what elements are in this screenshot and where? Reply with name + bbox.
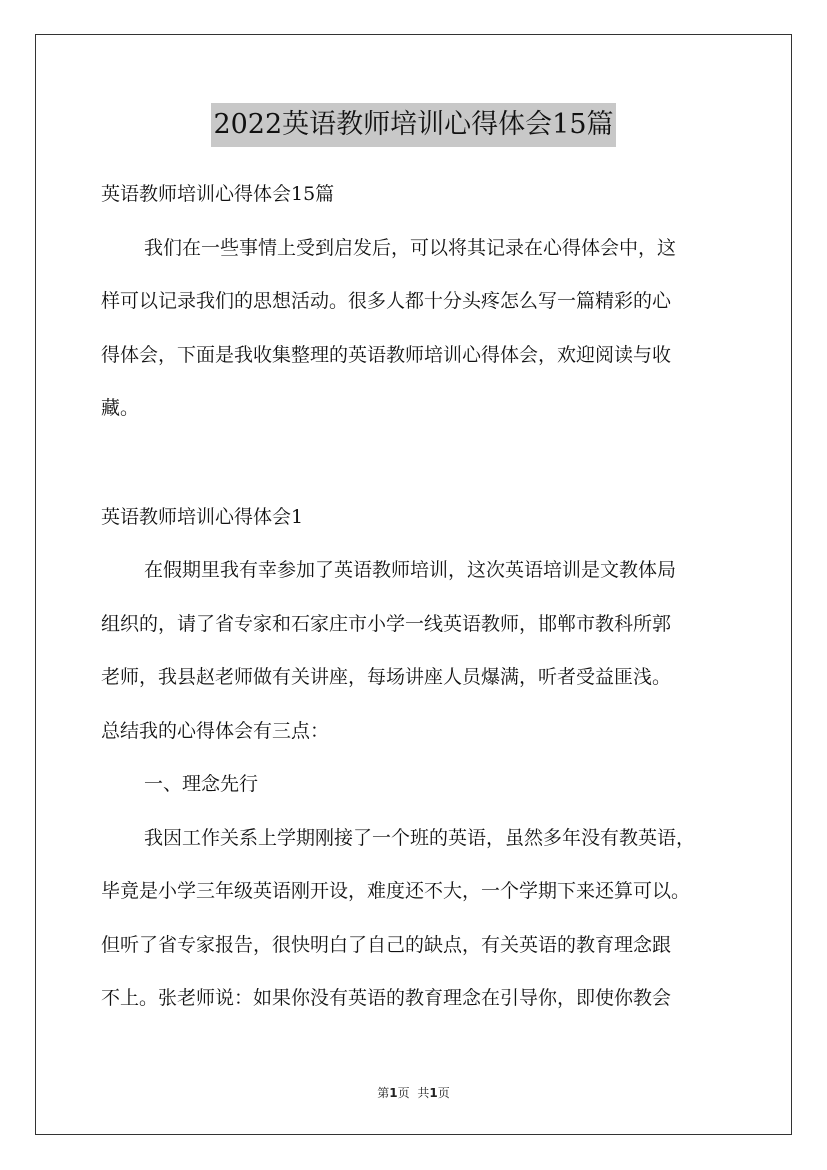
page-footer [0,1084,827,1101]
paragraph-gap [101,440,741,495]
page-number: 1 [389,1086,398,1100]
document-body [101,172,741,1030]
paragraph-line: 组织的，请了省专家和石家庄市小学一线英语教师，邯郸市教科所郭 [101,612,672,635]
intro-line: 得体会，下面是我收集整理的英语教师培训心得体会，欢迎阅读与收 [101,343,672,366]
point-heading: 一、理念先行 [144,773,259,795]
intro-line: 我们在一些事情上受到启发后，可以将其记录在心得体会中，这 [144,236,677,259]
section-heading: 英语教师培训心得体会1 [101,505,304,528]
paragraph-line: 我因工作关系上学期刚接了一个班的英语，虽然多年没有教英语， [144,826,696,849]
paragraph-line: 总结我的心得体会有三点： [101,719,330,742]
total-suffix: 页 [437,1086,450,1100]
subtitle: 英语教师培训心得体会15篇 [101,183,335,205]
paragraph-line: 老师，我县赵老师做有关讲座，每场讲座人员爆满，听者受益匪浅。 [101,666,672,688]
document-title [0,100,827,147]
intro-line: 样可以记录我们的思想活动。很多人都十分头疼怎么写一篇精彩的心 [101,290,672,312]
intro-line: 藏。 [101,397,140,419]
document-title-text: 2022英语教师培训心得体会15篇 [211,103,615,147]
paragraph-line: 但听了省专家报告，很快明白了自己的缺点，有关英语的教育理念跟 [101,933,672,956]
paragraph-line: 不上。张老师说：如果你没有英语的教育理念在引导你，即使你教会 [101,987,672,1009]
paragraph-line: 毕竟是小学三年级英语刚开设，难度还不大，一个学期下来还算可以。 [101,880,691,902]
total-pages: 1 [429,1086,438,1100]
total-prefix: 共 [417,1086,430,1100]
page-prefix: 第 [377,1086,390,1100]
paragraph-line: 在假期里我有幸参加了英语教师培训，这次英语培训是文教体局 [144,559,677,581]
page-suffix: 页 [397,1086,410,1100]
